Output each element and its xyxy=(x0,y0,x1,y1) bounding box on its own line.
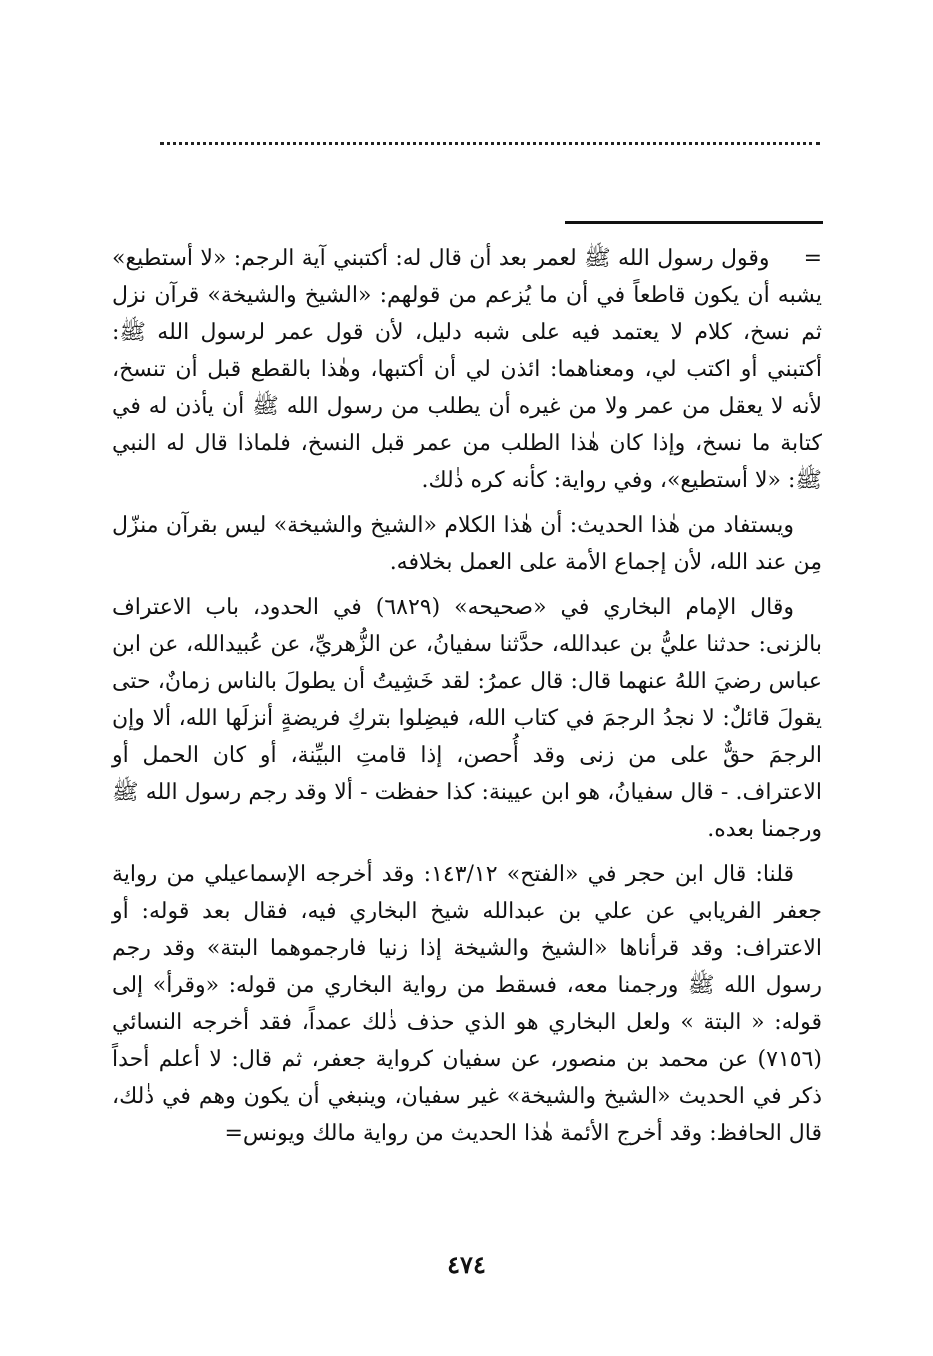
footnote-rule xyxy=(565,221,823,224)
continuation-mark: = xyxy=(803,246,822,271)
page-number: ٤٧٤ xyxy=(447,1250,486,1279)
paragraph-1-text: وقول رسول الله ﷺ لعمر بعد أن قال له: أكتبني آية الرجم: «لا أستطيع» يشبه أن يكون قاطعاً في أن ما يُزعم من قولهم: «الشيخ والشيخة» قرآن نزل ثم نسخ، كلام لا يعتمد فيه على شبه دليل، لأن قول عمر لرسول الله ﷺ: أكتبني أو اكتب لي، ومعناهما: ائذن لي أن أكتبها، وهٰذا بالقطع قبل أن تنسخ، لأنه لا يعقل من عمر ولا من غيره أن يطلب من رسول الله ﷺ أن يأذن له في كتابة ما نسخ، وإذا كان هٰذا الطلب من عمر قبل النسخ، فلماذا قال له النبي ﷺ: «لا أستطيع»، وفي رواية: كأنه كره ذٰلك. xyxy=(112,246,823,493)
paragraph-1 xyxy=(112,240,822,499)
dotted-separator xyxy=(160,128,820,145)
paragraph-4: قلنا: قال ابن حجر في «الفتح» ١٤٣/١٢: وقد أخرجه الإسماعيلي من رواية جعفر الفريابي عن علي بن عبدالله شيخ البخاري فيه، فقال بعد قوله: أو الاعتراف: وقد قرأناها «الشيخ والشيخة إذا زنيا فارجموهما البتة» وقد رجم رسول الله ﷺ ورجمنا معه، فسقط من رواية البخاري من قوله: «وقرأ» إلى قوله: « البتة » ولعل البخاري هو الذي حذف ذٰلك عمداً، فقد أخرجه النسائي (٧١٥٦) عن محمد بن منصور، عن سفيان كرواية جعفر، ثم قال: لا أعلم أحداً ذكر في الحديث «الشيخ والشيخة» غير سفيان، وينبغي أن يكون وهم في ذٰلك، قال الحافظ: وقد أخرج الأئمة هٰذا الحديث من رواية مالك ويونس= xyxy=(112,862,822,1146)
footnote-text xyxy=(112,240,822,1160)
paragraph-3: وقال الإمام البخاري في «صحيحه» (٦٨٢٩) في الحدود، باب الاعتراف بالزنى: حدثنا عليُّ بن عبدالله، حدَّثنا سفيانُ، عن الزُّهريِّ، عن عُبيدالله، عن ابن عباس رضيَ اللهُ عنهما قال: قال عمرُ: لقد خَشِيتُ أن يطولَ بالناس زمانٌ، حتى يقولَ قائلٌ: لا نجدُ الرجمَ في كتاب الله، فيضِلوا بتركِ فريضةٍ أنزلَها الله، ألا وإن الرجمَ حقٌّ على من زنى وقد أُحصن، إذا قامتِ البيِّنة، أو كان الحمل أو الاعتراف. - قال سفيانُ، هو ابن عيينة: كذا حفظت - ألا وقد رجم رسول الله ﷺ ورجمنا بعده. xyxy=(112,595,822,842)
paragraph-2: ويستفاد من هٰذا الحديث: أن هٰذا الكلام «الشيخ والشيخة» ليس بقرآن منزّل مِن عند الله، لأن إجماع الأمة على العمل بخلافه. xyxy=(112,513,822,575)
